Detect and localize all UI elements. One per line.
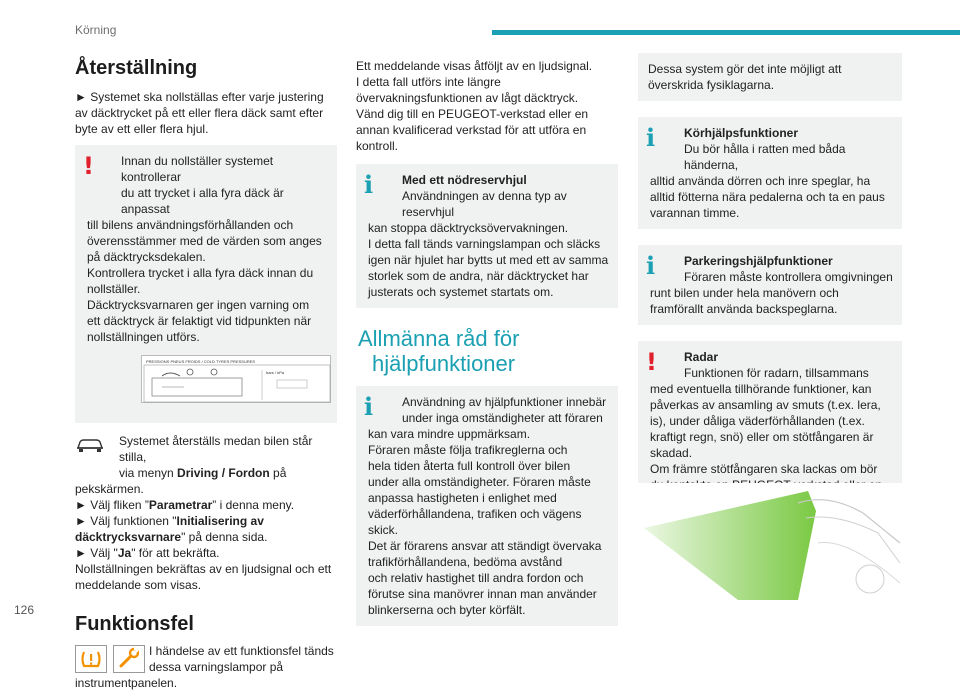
page-number: 126 <box>14 603 35 617</box>
function-init: Initialisering av <box>176 514 264 528</box>
radar-line: med eventuella tillhörande funktioner, kan <box>650 382 872 396</box>
tyre-pressure-label-image <box>141 355 331 403</box>
reset-instructions <box>75 433 337 593</box>
info-box-parking-aids <box>638 245 902 325</box>
driving-line: alltid fötterna nära pedalerna och ta en paus <box>650 190 885 204</box>
warning-box-restore <box>75 145 337 423</box>
exclamation-icon: ! <box>646 348 657 376</box>
info-icon: i <box>646 123 656 152</box>
tab-parameters: Parametrar <box>148 498 213 512</box>
label-image-title: PRESSIONS PNEUS FROIDS / COLD TYRES PRESSURES <box>146 359 256 364</box>
heading-general-advice: Allmänna råd för hjälpfunktioner <box>358 326 520 376</box>
car-icon <box>75 435 105 455</box>
general-line: anpassa hastigheten i enlighet med <box>368 491 557 505</box>
radar-line: is), under dåliga väderförhållanden (t.ex. <box>650 414 865 428</box>
driving-line: alltid använda dörren och inre speglar, ha <box>650 174 871 188</box>
message-line: annan kvalificerad verkstad för att utföra en <box>356 123 587 137</box>
info-box-line: igen när hjulet har bytts ut med ett av samma <box>368 253 609 267</box>
warning-line: på däcktrycksdekalen. <box>87 250 206 264</box>
message-line: övervakningsfunktionen av lågt däcktryck. <box>356 91 579 105</box>
column-right <box>638 53 902 533</box>
reset-line: ► Välj funktionen "Initialisering av <box>75 514 264 528</box>
general-line: under inga omständigheter att föraren <box>402 411 603 425</box>
radar-beam-drawing <box>638 483 902 600</box>
info-box-line: kan stoppa däcktrycksövervakningen. <box>368 221 569 235</box>
driving-line: varannan timme. <box>650 206 740 220</box>
warning-line: överensstämmer med de värden som anges <box>87 234 322 248</box>
general-line: Det är förarens ansvar att ständigt övervaka <box>368 539 602 553</box>
section-label: Körning <box>75 23 117 37</box>
tyre-pressure-warning-icon <box>75 645 107 673</box>
column-left <box>75 55 337 691</box>
fault-description <box>75 643 337 691</box>
warning-line: du att trycket i alla fyra däck är anpassat <box>121 186 284 216</box>
general-line: Föraren måste följa trafikreglerna och <box>368 443 568 457</box>
radar-line: skadad. <box>650 446 693 460</box>
warning-line: nollställer. <box>87 282 141 296</box>
wrench-icon <box>113 645 145 673</box>
driving-box-title: Körhjälpsfunktioner <box>684 126 799 140</box>
reset-line: däcktrycksvarnare" på denna sida. <box>75 530 268 544</box>
reset-line: ► Välj fliken ”Parametrar” i denna meny. <box>75 498 295 512</box>
general-line: Användning av hjälpfunktioner innebär <box>402 395 607 409</box>
reset-line: ► Välj "Ja" för att bekräfta. <box>75 546 220 560</box>
info-box-title: Med ett nödreservhjul <box>402 173 527 187</box>
heading-fault: Funktionsfel <box>75 613 194 635</box>
parking-line: runt bilen under hela manövern och <box>650 286 839 300</box>
fault-line: instrumentpanelen. <box>75 676 178 690</box>
general-line: och relativ hastighet till andra fordon och <box>368 571 584 585</box>
message-line: Ett meddelande visas åtföljt av en ljudsignal. <box>356 59 593 73</box>
info-box-line: storlek som de andra, när däcktrycket har <box>368 269 589 283</box>
info-box-spare-wheel <box>356 164 618 308</box>
parking-box-title: Parkeringshjälpfunktioner <box>684 254 833 268</box>
fault-line: I händelse av ett funktionsfel tänds <box>149 644 334 658</box>
general-line: skick. <box>368 523 398 537</box>
physics-box <box>638 53 902 101</box>
label-image-code: bars / kPa <box>266 370 285 375</box>
message-line: I detta fall utförs inte längre <box>356 75 501 89</box>
parking-line: Föraren måste kontrollera omgivningen <box>684 270 893 284</box>
message-line: Vänd dig till en PEUGEOT-verkstad eller en <box>356 107 589 121</box>
radar-box-title: Radar <box>684 350 719 364</box>
info-box-line: justerats och systemet startats om. <box>368 285 554 299</box>
physics-line: överskrida fysiklagarna. <box>648 78 775 92</box>
restore-intro-line: ► Systemet ska nollställas efter varje justering <box>75 90 324 104</box>
info-box-general <box>356 386 618 626</box>
restore-intro <box>75 89 337 137</box>
general-line: blinkerserna och byter körfält. <box>368 603 526 617</box>
general-line: trafikförhållandena, bedöma avstånd <box>368 555 563 569</box>
driving-line: Du bör hålla i ratten med båda händerna, <box>684 142 846 172</box>
physics-line: Dessa system gör det inte möjligt att <box>648 62 842 76</box>
reset-line: pekskärmen. <box>75 482 144 496</box>
restore-intro-line: byte av ett eller flera hjul. <box>75 122 209 136</box>
warning-line: Däcktrycksvarnaren ger ingen varning om <box>87 298 310 312</box>
message-line: kontroll. <box>356 139 399 153</box>
reset-line: Systemet återställs medan bilen står stilla, <box>119 434 313 464</box>
info-box-line: Användningen av denna typ av reservhjul <box>402 189 567 219</box>
info-icon: i <box>646 251 656 280</box>
radar-line: kraftigt regn, snö) eller om stötfångaren är <box>650 430 874 444</box>
warning-line: Innan du nollställer systemet kontrollerar <box>121 154 274 184</box>
warning-line: till bilens användningsförhållanden och <box>87 218 294 232</box>
general-line: väderförhållandena, trafiken och vägens <box>368 507 582 521</box>
fault-line: dessa varningslampor på <box>149 660 284 674</box>
reset-line: via menyn Driving / Fordon på <box>119 466 287 480</box>
reset-line: meddelande som visas. <box>75 578 202 592</box>
warning-line: Kontrollera trycket i alla fyra däck innan du <box>87 266 314 280</box>
info-box-line: I detta fall tänds varningslampan och släcks <box>368 237 601 251</box>
radar-line: Funktionen för radarn, tillsammans <box>684 366 869 380</box>
confirm-yes: Ja <box>117 546 132 560</box>
info-box-driving-aids <box>638 117 902 229</box>
warning-line: nollställningen utförs. <box>87 330 200 344</box>
restore-intro-line: av däcktrycket på ett eller flera däck samt efter <box>75 106 324 120</box>
fault-icons <box>75 645 145 673</box>
general-line: hela tiden återta full kontroll över bilen <box>368 459 571 473</box>
radar-line: Om främre stötfångaren ska lackas om bör <box>650 462 878 476</box>
tyre-label-drawing <box>142 356 332 404</box>
radar-line: påverkas av ansamling av smuts (t.ex. lera, <box>650 398 881 412</box>
column-middle <box>356 58 618 626</box>
message-intro <box>356 58 618 154</box>
heading-restore: Återställning <box>75 57 198 79</box>
reset-line: Nollställningen bekräftas av en ljudsignal och ett <box>75 562 332 576</box>
menu-driving: Driving / Fordon <box>177 466 270 480</box>
warning-line: ett däcktryck är felaktigt vid tidpunkten när <box>87 314 312 328</box>
radar-illustration <box>638 483 902 600</box>
exclamation-icon: ! <box>83 152 94 180</box>
parking-line: framförallt använda backspeglarna. <box>650 302 838 316</box>
header-accent-bar <box>492 30 960 35</box>
info-icon: i <box>364 170 374 199</box>
general-line: förutse sina manövrer innan man använder <box>368 587 597 601</box>
general-line: under alla omständigheter. Föraren måste <box>368 475 591 489</box>
general-line: kan vara mindre uppmärksam. <box>368 427 531 441</box>
function-init-cont: däcktrycksvarnare <box>75 530 182 544</box>
info-icon: i <box>364 392 374 421</box>
